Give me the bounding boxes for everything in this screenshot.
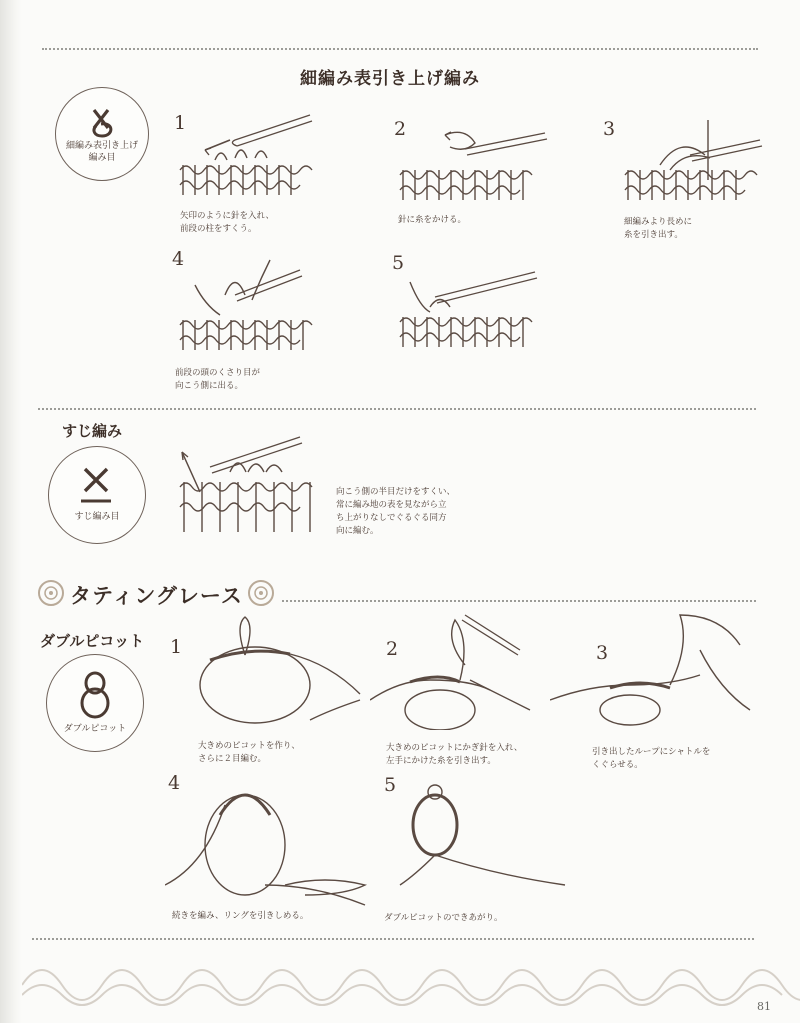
step-number-1: 1	[174, 112, 187, 134]
illustration-tatting-step-3	[550, 610, 760, 730]
divider-tatting	[282, 600, 756, 602]
symbol-badge-double-picot	[46, 654, 144, 752]
illustration-hikiage-step-2	[395, 115, 555, 215]
divider-section-1	[38, 408, 756, 410]
caption-tatting-step-2: 大きめのピコットにかぎ針を入れ、 左手にかけた糸を引き出す。	[386, 743, 523, 766]
tatting-step-number-3: 3	[596, 642, 609, 664]
illustration-hikiage-step-5	[395, 262, 545, 372]
step-number-2: 2	[394, 118, 407, 140]
caption-tatting-step-1: 大きめのピコットを作り、 さらに２目編む。	[198, 741, 300, 764]
caption-tatting-step-5: ダブルピコットのできあがり。	[384, 913, 503, 923]
illustration-tatting-step-4	[165, 775, 375, 915]
tatting-step-number-1: 1	[170, 636, 183, 658]
illustration-sujiami	[170, 432, 320, 542]
illustration-hikiage-step-4	[175, 255, 325, 365]
badge-label-hikiage: 細編み表引き上げ 編み目	[65, 141, 138, 163]
caption-tatting-step-4: 続きを編み、リングを引きしめる。	[172, 911, 309, 921]
section-title-sujiami: すじ編み	[62, 422, 123, 440]
lace-border-decoration	[22, 955, 800, 1015]
badge-label-sujiami: すじ編み目	[74, 512, 120, 522]
symbol-badge-hikiage	[55, 87, 149, 181]
divider-top	[42, 48, 758, 50]
step-number-5: 5	[392, 252, 405, 274]
badge-label-double-picot: ダブルピコット	[63, 724, 127, 734]
double-picot-symbol-icon	[47, 655, 143, 751]
illustration-hikiage-step-3	[620, 115, 770, 215]
illustration-tatting-step-1	[180, 610, 370, 730]
symbol-badge-sujiami	[48, 446, 146, 544]
caption-tatting-step-3: 引き出したループにシャトルを くぐらせる。	[592, 747, 711, 770]
sujiami-symbol-icon	[49, 447, 145, 543]
illustration-hikiage-step-1	[175, 110, 325, 210]
section-title-tatting: タティングレース	[70, 584, 243, 608]
caption-hikiage-step-4: 前段の頭のくさり目が 向こう側に出る。	[175, 368, 261, 391]
lace-motif-icon	[36, 578, 66, 608]
step-number-4: 4	[172, 248, 185, 270]
caption-hikiage-step-2: 針に糸をかける。	[398, 215, 467, 225]
step-number-3: 3	[603, 118, 616, 140]
section-title-hikiage: 細編み表引き上げ編み	[300, 69, 480, 89]
hikiage-symbol-icon	[56, 88, 148, 180]
lace-motif-icon-right	[246, 578, 276, 608]
tatting-step-number-4: 4	[168, 772, 181, 794]
page-gutter	[0, 0, 22, 1023]
caption-hikiage-step-1: 矢印のように針を入れ、 前段の柱をすくう。	[180, 211, 275, 234]
illustration-tatting-step-2	[370, 610, 540, 730]
tatting-step-number-2: 2	[386, 638, 399, 660]
tatting-step-number-5: 5	[384, 774, 397, 796]
subtitle-double-picot: ダブルピコット	[40, 632, 145, 650]
divider-bottom	[32, 938, 754, 940]
caption-sujiami: 向こう側の半目だけをすくい、 常に編み地の表を見ながら立 ち上がりなしでぐるぐる同方 向に編む。	[336, 487, 456, 536]
illustration-tatting-step-5	[385, 780, 575, 900]
caption-hikiage-step-3: 細編みより長めに 糸を引き出す。	[624, 217, 693, 240]
page-number: 81	[757, 1000, 771, 1013]
